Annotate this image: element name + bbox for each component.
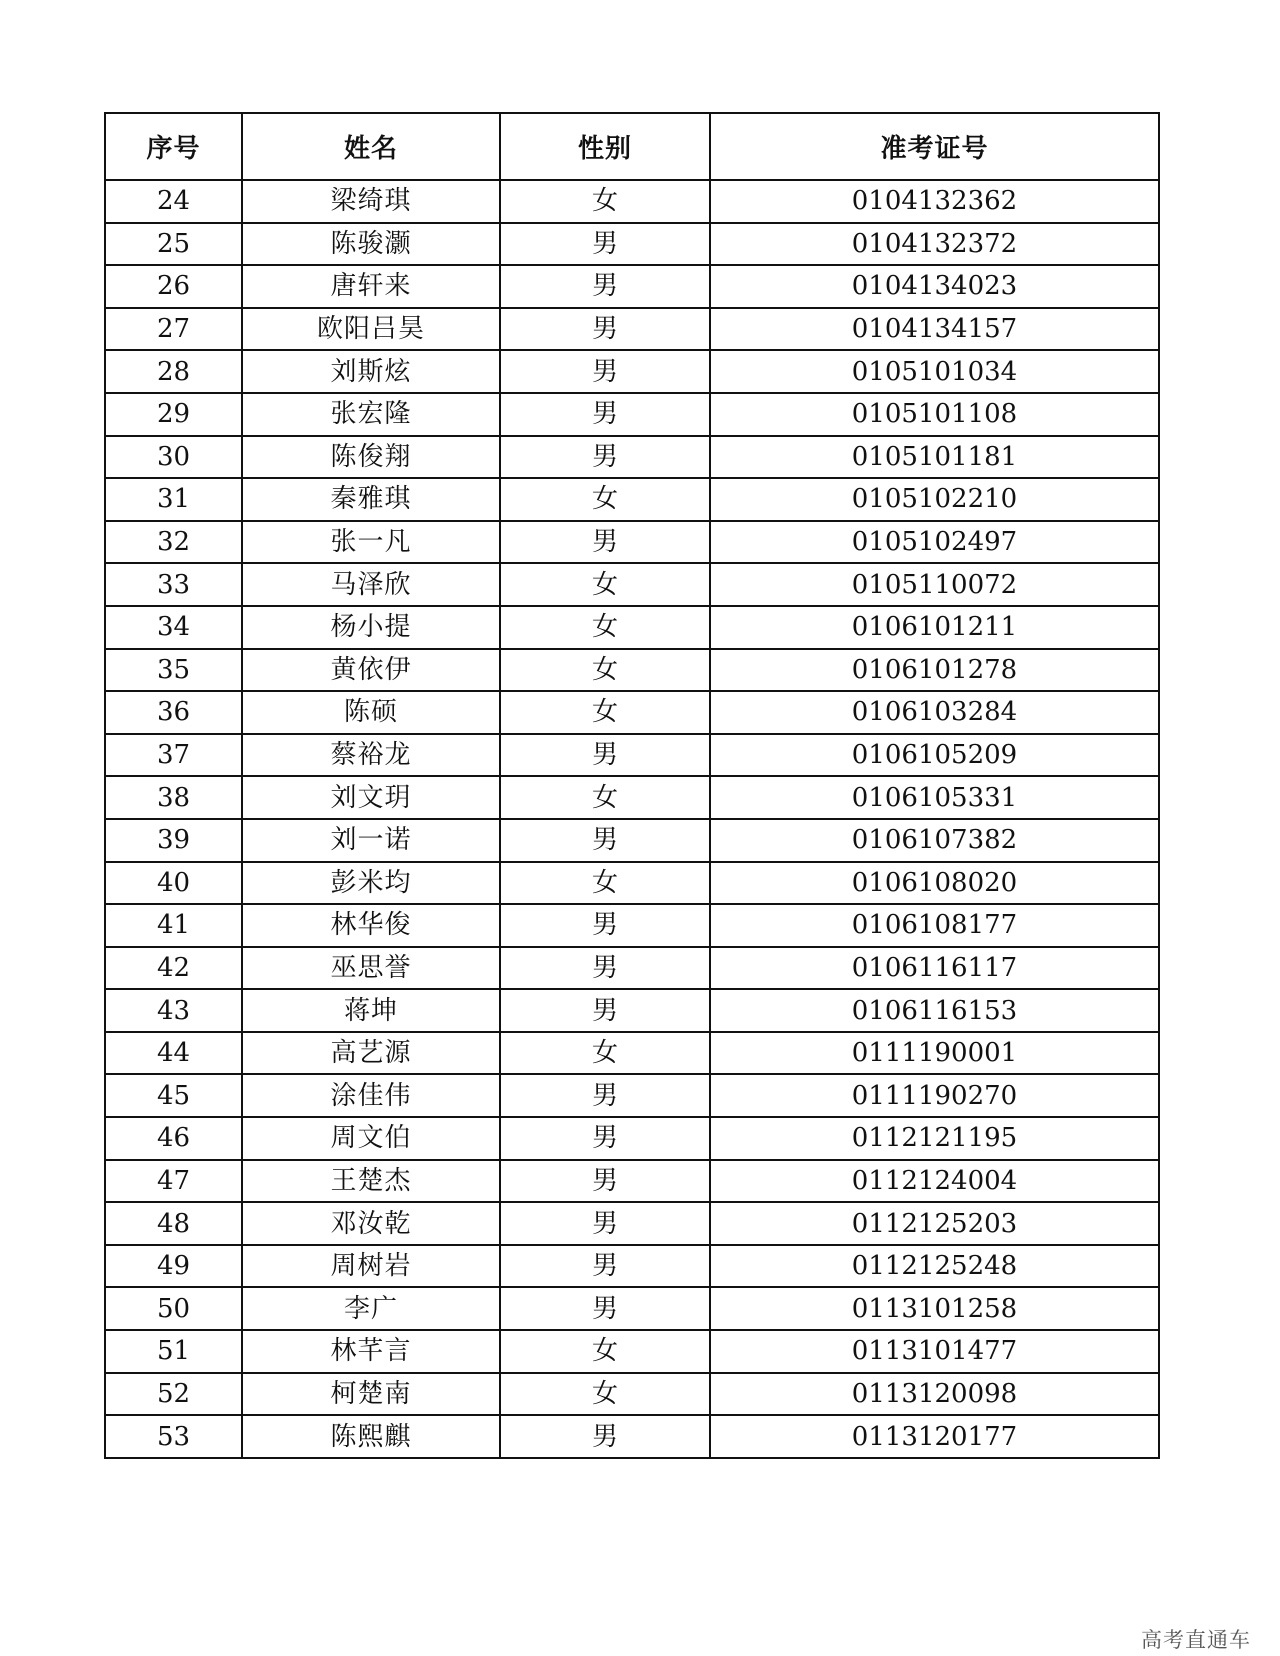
table-row — [105, 1373, 1159, 1416]
cell-exam-id: 0105101108 — [710, 393, 1159, 436]
cell-gender: 男 — [500, 819, 710, 862]
cell-seq: 25 — [105, 223, 242, 266]
cell-exam-id: 0112124004 — [710, 1160, 1159, 1203]
table-row — [105, 180, 1159, 223]
cell-name: 王楚杰 — [242, 1160, 500, 1203]
cell-exam-id: 0106103284 — [710, 691, 1159, 734]
cell-seq: 36 — [105, 691, 242, 734]
table-body — [105, 180, 1159, 1458]
cell-seq: 52 — [105, 1373, 242, 1416]
cell-seq: 39 — [105, 819, 242, 862]
cell-name: 彭米均 — [242, 862, 500, 905]
cell-seq: 34 — [105, 606, 242, 649]
cell-name: 陈熙麒 — [242, 1415, 500, 1458]
cell-exam-id: 0106105209 — [710, 734, 1159, 777]
cell-gender: 男 — [500, 1202, 710, 1245]
cell-exam-id: 0105101181 — [710, 436, 1159, 479]
cell-seq: 29 — [105, 393, 242, 436]
cell-exam-id: 0106116117 — [710, 947, 1159, 990]
header-exam-id: 准考证号 — [710, 113, 1159, 180]
cell-name: 陈骏灏 — [242, 223, 500, 266]
cell-gender: 女 — [500, 862, 710, 905]
cell-name: 陈硕 — [242, 691, 500, 734]
cell-gender: 男 — [500, 1074, 710, 1117]
cell-gender: 女 — [500, 1373, 710, 1416]
cell-exam-id: 0106116153 — [710, 989, 1159, 1032]
cell-seq: 41 — [105, 904, 242, 947]
cell-exam-id: 0106101278 — [710, 649, 1159, 692]
cell-exam-id: 0112125248 — [710, 1245, 1159, 1288]
cell-exam-id: 0113101258 — [710, 1287, 1159, 1330]
cell-gender: 男 — [500, 350, 710, 393]
table-row — [105, 265, 1159, 308]
table-row — [105, 947, 1159, 990]
header-gender: 性别 — [500, 113, 710, 180]
table-row — [105, 776, 1159, 819]
cell-seq: 50 — [105, 1287, 242, 1330]
cell-name: 秦雅琪 — [242, 478, 500, 521]
cell-gender: 男 — [500, 1287, 710, 1330]
cell-gender: 男 — [500, 1415, 710, 1458]
cell-exam-id: 0105102497 — [710, 521, 1159, 564]
cell-exam-id: 0111190001 — [710, 1032, 1159, 1075]
table-row — [105, 1245, 1159, 1288]
cell-name: 蔡裕龙 — [242, 734, 500, 777]
table-row — [105, 904, 1159, 947]
cell-name: 蒋坤 — [242, 989, 500, 1032]
cell-exam-id: 0112125203 — [710, 1202, 1159, 1245]
cell-seq: 44 — [105, 1032, 242, 1075]
cell-seq: 24 — [105, 180, 242, 223]
cell-exam-id: 0113101477 — [710, 1330, 1159, 1373]
header-name: 姓名 — [242, 113, 500, 180]
cell-gender: 女 — [500, 649, 710, 692]
cell-name: 欧阳吕昊 — [242, 308, 500, 351]
table-row — [105, 478, 1159, 521]
cell-name: 刘一诺 — [242, 819, 500, 862]
table-row — [105, 1202, 1159, 1245]
cell-gender: 男 — [500, 989, 710, 1032]
cell-gender: 男 — [500, 521, 710, 564]
cell-name: 林华俊 — [242, 904, 500, 947]
cell-gender: 男 — [500, 904, 710, 947]
cell-seq: 38 — [105, 776, 242, 819]
table-row — [105, 1074, 1159, 1117]
cell-seq: 30 — [105, 436, 242, 479]
cell-name: 林芊言 — [242, 1330, 500, 1373]
cell-name: 唐轩来 — [242, 265, 500, 308]
cell-gender: 女 — [500, 180, 710, 223]
cell-exam-id: 0106101211 — [710, 606, 1159, 649]
cell-gender: 男 — [500, 308, 710, 351]
cell-exam-id: 0105102210 — [710, 478, 1159, 521]
cell-seq: 37 — [105, 734, 242, 777]
table-row — [105, 649, 1159, 692]
cell-gender: 女 — [500, 478, 710, 521]
table-row — [105, 989, 1159, 1032]
cell-seq: 51 — [105, 1330, 242, 1373]
cell-seq: 53 — [105, 1415, 242, 1458]
cell-gender: 女 — [500, 1032, 710, 1075]
cell-exam-id: 0104132362 — [710, 180, 1159, 223]
cell-name: 周文伯 — [242, 1117, 500, 1160]
table-row — [105, 862, 1159, 905]
table-row — [105, 308, 1159, 351]
cell-name: 周树岩 — [242, 1245, 500, 1288]
cell-exam-id: 0106105331 — [710, 776, 1159, 819]
table-row — [105, 819, 1159, 862]
cell-gender: 女 — [500, 691, 710, 734]
cell-seq: 33 — [105, 563, 242, 606]
table-row — [105, 734, 1159, 777]
cell-exam-id: 0106108177 — [710, 904, 1159, 947]
cell-exam-id: 0105101034 — [710, 350, 1159, 393]
table-row — [105, 1330, 1159, 1373]
header-row — [105, 113, 1159, 180]
table-row — [105, 563, 1159, 606]
cell-gender: 男 — [500, 1245, 710, 1288]
table-row — [105, 606, 1159, 649]
table-row — [105, 223, 1159, 266]
table-header — [105, 113, 1159, 180]
cell-gender: 女 — [500, 606, 710, 649]
cell-gender: 男 — [500, 1160, 710, 1203]
cell-exam-id: 0113120098 — [710, 1373, 1159, 1416]
table-row — [105, 436, 1159, 479]
cell-exam-id: 0112121195 — [710, 1117, 1159, 1160]
cell-name: 黄依伊 — [242, 649, 500, 692]
table-row — [105, 691, 1159, 734]
cell-exam-id: 0104134023 — [710, 265, 1159, 308]
cell-name: 柯楚南 — [242, 1373, 500, 1416]
cell-seq: 46 — [105, 1117, 242, 1160]
cell-name: 邓汝乾 — [242, 1202, 500, 1245]
cell-seq: 27 — [105, 308, 242, 351]
table-row — [105, 1032, 1159, 1075]
table-row — [105, 1415, 1159, 1458]
cell-exam-id: 0106107382 — [710, 819, 1159, 862]
cell-name: 张一凡 — [242, 521, 500, 564]
cell-name: 涂佳伟 — [242, 1074, 500, 1117]
cell-name: 刘文玥 — [242, 776, 500, 819]
cell-seq: 32 — [105, 521, 242, 564]
cell-exam-id: 0113120177 — [710, 1415, 1159, 1458]
cell-seq: 42 — [105, 947, 242, 990]
cell-gender: 女 — [500, 1330, 710, 1373]
cell-name: 刘斯炫 — [242, 350, 500, 393]
cell-name: 马泽欣 — [242, 563, 500, 606]
cell-seq: 40 — [105, 862, 242, 905]
cell-gender: 男 — [500, 1117, 710, 1160]
table-row — [105, 521, 1159, 564]
cell-seq: 47 — [105, 1160, 242, 1203]
cell-name: 杨小提 — [242, 606, 500, 649]
cell-gender: 男 — [500, 436, 710, 479]
cell-gender: 女 — [500, 776, 710, 819]
table-row — [105, 1287, 1159, 1330]
cell-exam-id: 0104134157 — [710, 308, 1159, 351]
cell-seq: 49 — [105, 1245, 242, 1288]
cell-exam-id: 0105110072 — [710, 563, 1159, 606]
table-row — [105, 1117, 1159, 1160]
cell-gender: 男 — [500, 223, 710, 266]
header-seq: 序号 — [105, 113, 242, 180]
cell-gender: 男 — [500, 393, 710, 436]
cell-seq: 31 — [105, 478, 242, 521]
admission-roster-table — [104, 112, 1160, 1459]
cell-seq: 45 — [105, 1074, 242, 1117]
cell-gender: 男 — [500, 265, 710, 308]
cell-name: 梁绮琪 — [242, 180, 500, 223]
cell-seq: 43 — [105, 989, 242, 1032]
table-row — [105, 1160, 1159, 1203]
cell-seq: 26 — [105, 265, 242, 308]
cell-gender: 男 — [500, 947, 710, 990]
table-row — [105, 393, 1159, 436]
cell-seq: 48 — [105, 1202, 242, 1245]
cell-name: 高艺源 — [242, 1032, 500, 1075]
cell-exam-id: 0106108020 — [710, 862, 1159, 905]
cell-seq: 28 — [105, 350, 242, 393]
cell-exam-id: 0111190270 — [710, 1074, 1159, 1117]
cell-name: 陈俊翔 — [242, 436, 500, 479]
cell-name: 李广 — [242, 1287, 500, 1330]
cell-exam-id: 0104132372 — [710, 223, 1159, 266]
watermark-text: 高考直通车 — [1141, 1628, 1251, 1652]
cell-name: 张宏隆 — [242, 393, 500, 436]
cell-gender: 女 — [500, 563, 710, 606]
cell-gender: 男 — [500, 734, 710, 777]
cell-name: 巫思誉 — [242, 947, 500, 990]
cell-seq: 35 — [105, 649, 242, 692]
table-row — [105, 350, 1159, 393]
